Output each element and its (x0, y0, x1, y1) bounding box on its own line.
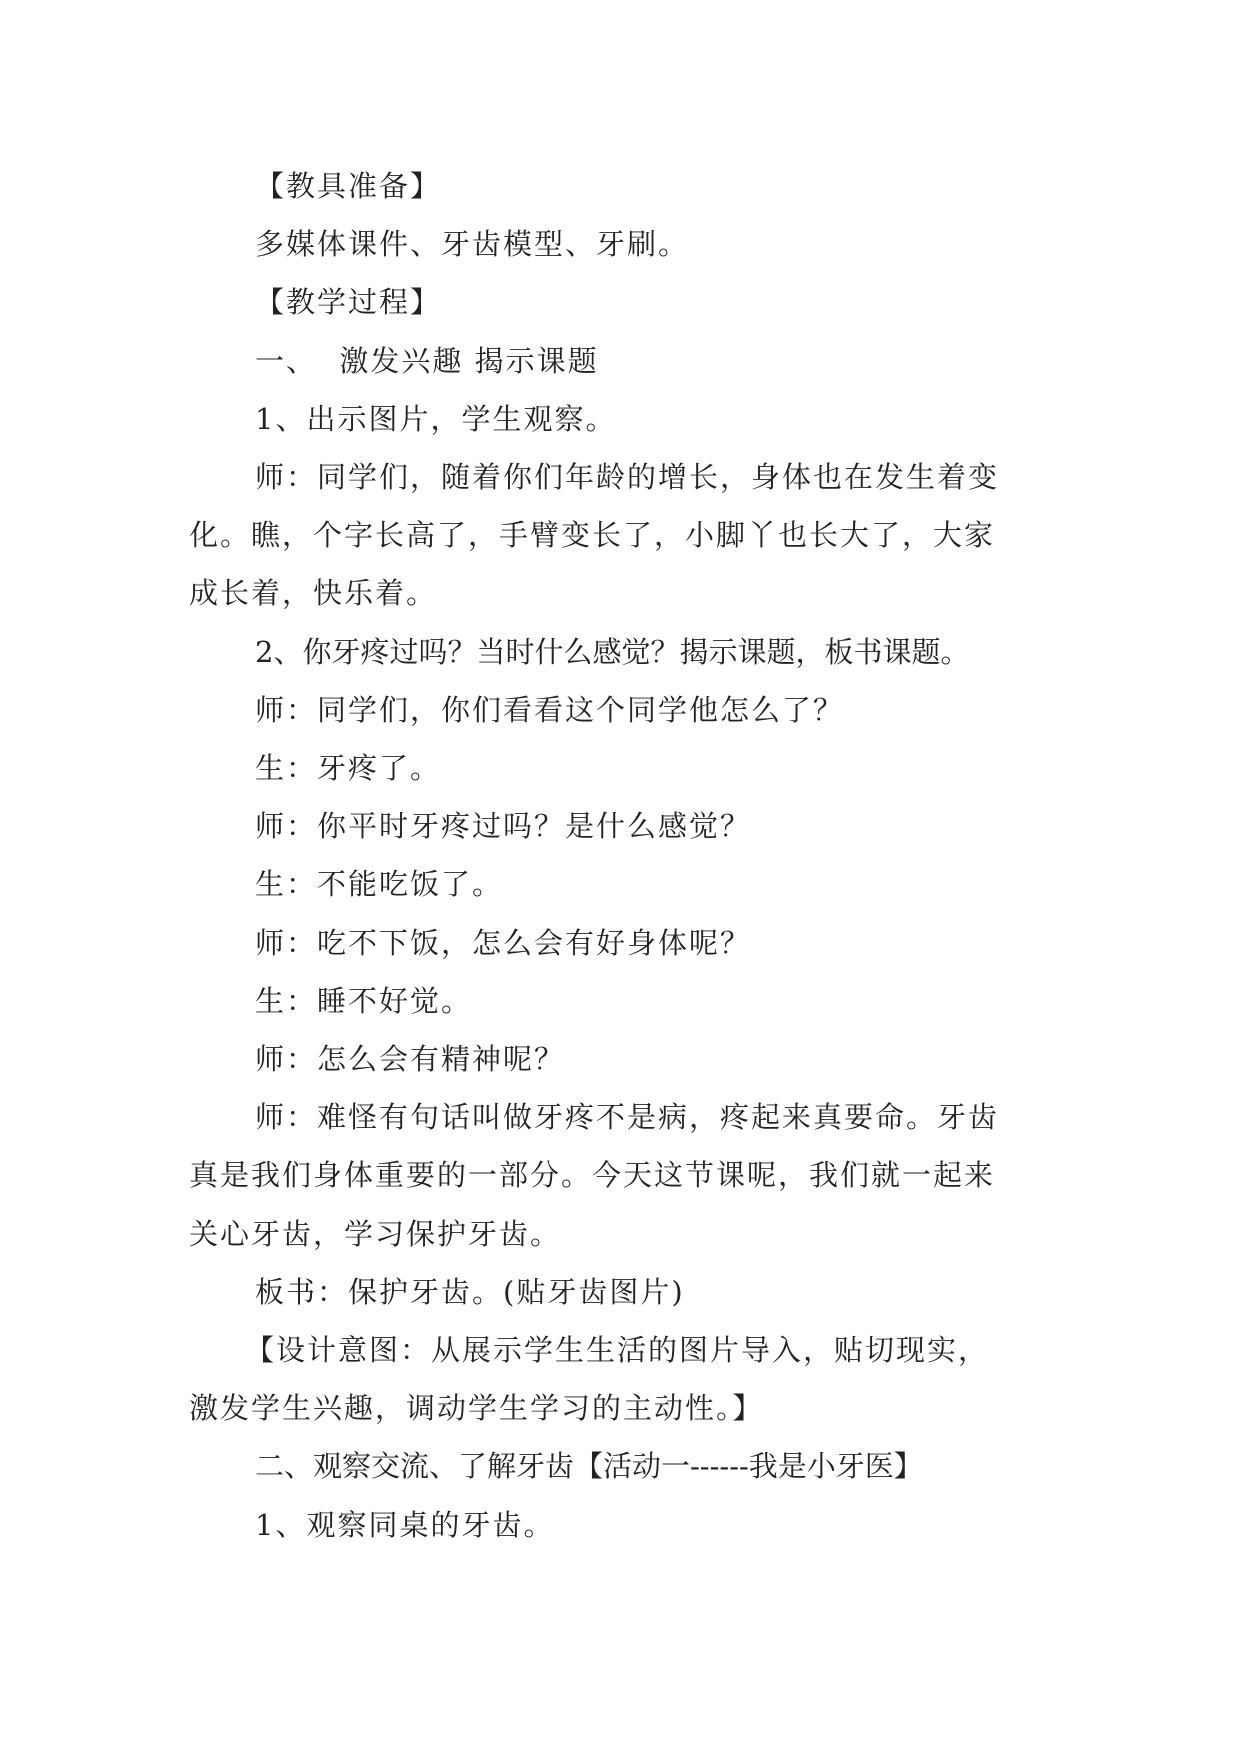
paragraph-line: 师：怎么会有精神呢？ (255, 1042, 566, 1077)
subsection-heading: 二、观察交流、了解牙齿【活动一------我是小牙医】 (255, 1449, 923, 1484)
paragraph-line: 关心牙齿，学习保护牙齿。 (189, 1216, 562, 1251)
paragraph-line: 师：难怪有句话叫做牙疼不是病，疼起来真要命。牙齿 (255, 1100, 1000, 1135)
paragraph-line: 1、观察同桌的牙齿。 (255, 1507, 555, 1542)
paragraph-line: 生：不能吃饭了。 (255, 867, 504, 902)
paragraph-line: 成长着，快乐着。 (189, 576, 438, 611)
paragraph-line: 多媒体课件、牙齿模型、牙刷。 (255, 227, 690, 262)
subsection-heading: 一、 激发兴趣 揭示课题 (255, 343, 599, 378)
design-intent-note: 【设计意图：从展示学生生活的图片导入，贴切现实， (245, 1333, 990, 1368)
paragraph-line: 2、你牙疼过吗？当时什么感觉？揭示课题，板书课题。 (255, 634, 970, 669)
paragraph-line: 生：睡不好觉。 (255, 983, 473, 1018)
design-intent-note: 激发学生兴趣，调动学生学习的主动性。】 (189, 1391, 764, 1426)
paragraph-line: 师：吃不下饭，怎么会有好身体呢？ (255, 925, 752, 960)
paragraph-line: 师：同学们，你们看看这个同学他怎么了？ (255, 692, 845, 727)
section-heading-process: 【教学过程】 (255, 285, 442, 320)
paragraph-line: 板书：保护牙齿。(贴牙齿图片) (255, 1274, 685, 1309)
section-heading-materials: 【教具准备】 (255, 169, 442, 203)
paragraph-line: 师：你平时牙疼过吗？是什么感觉？ (255, 809, 752, 844)
paragraph-line: 师：同学们，随着你们年龄的增长，身体也在发生着变 (255, 460, 1000, 495)
paragraph-line: 化。瞧，个字长高了，手臂变长了，小脚丫也长大了，大家 (189, 518, 996, 553)
document-body (189, 157, 1069, 1554)
paragraph-line: 真是我们身体重要的一部分。今天这节课呢，我们就一起来 (189, 1158, 996, 1193)
paragraph-line: 生：牙疼了。 (255, 751, 442, 786)
paragraph-line: 1、出示图片，学生观察。 (255, 401, 617, 436)
